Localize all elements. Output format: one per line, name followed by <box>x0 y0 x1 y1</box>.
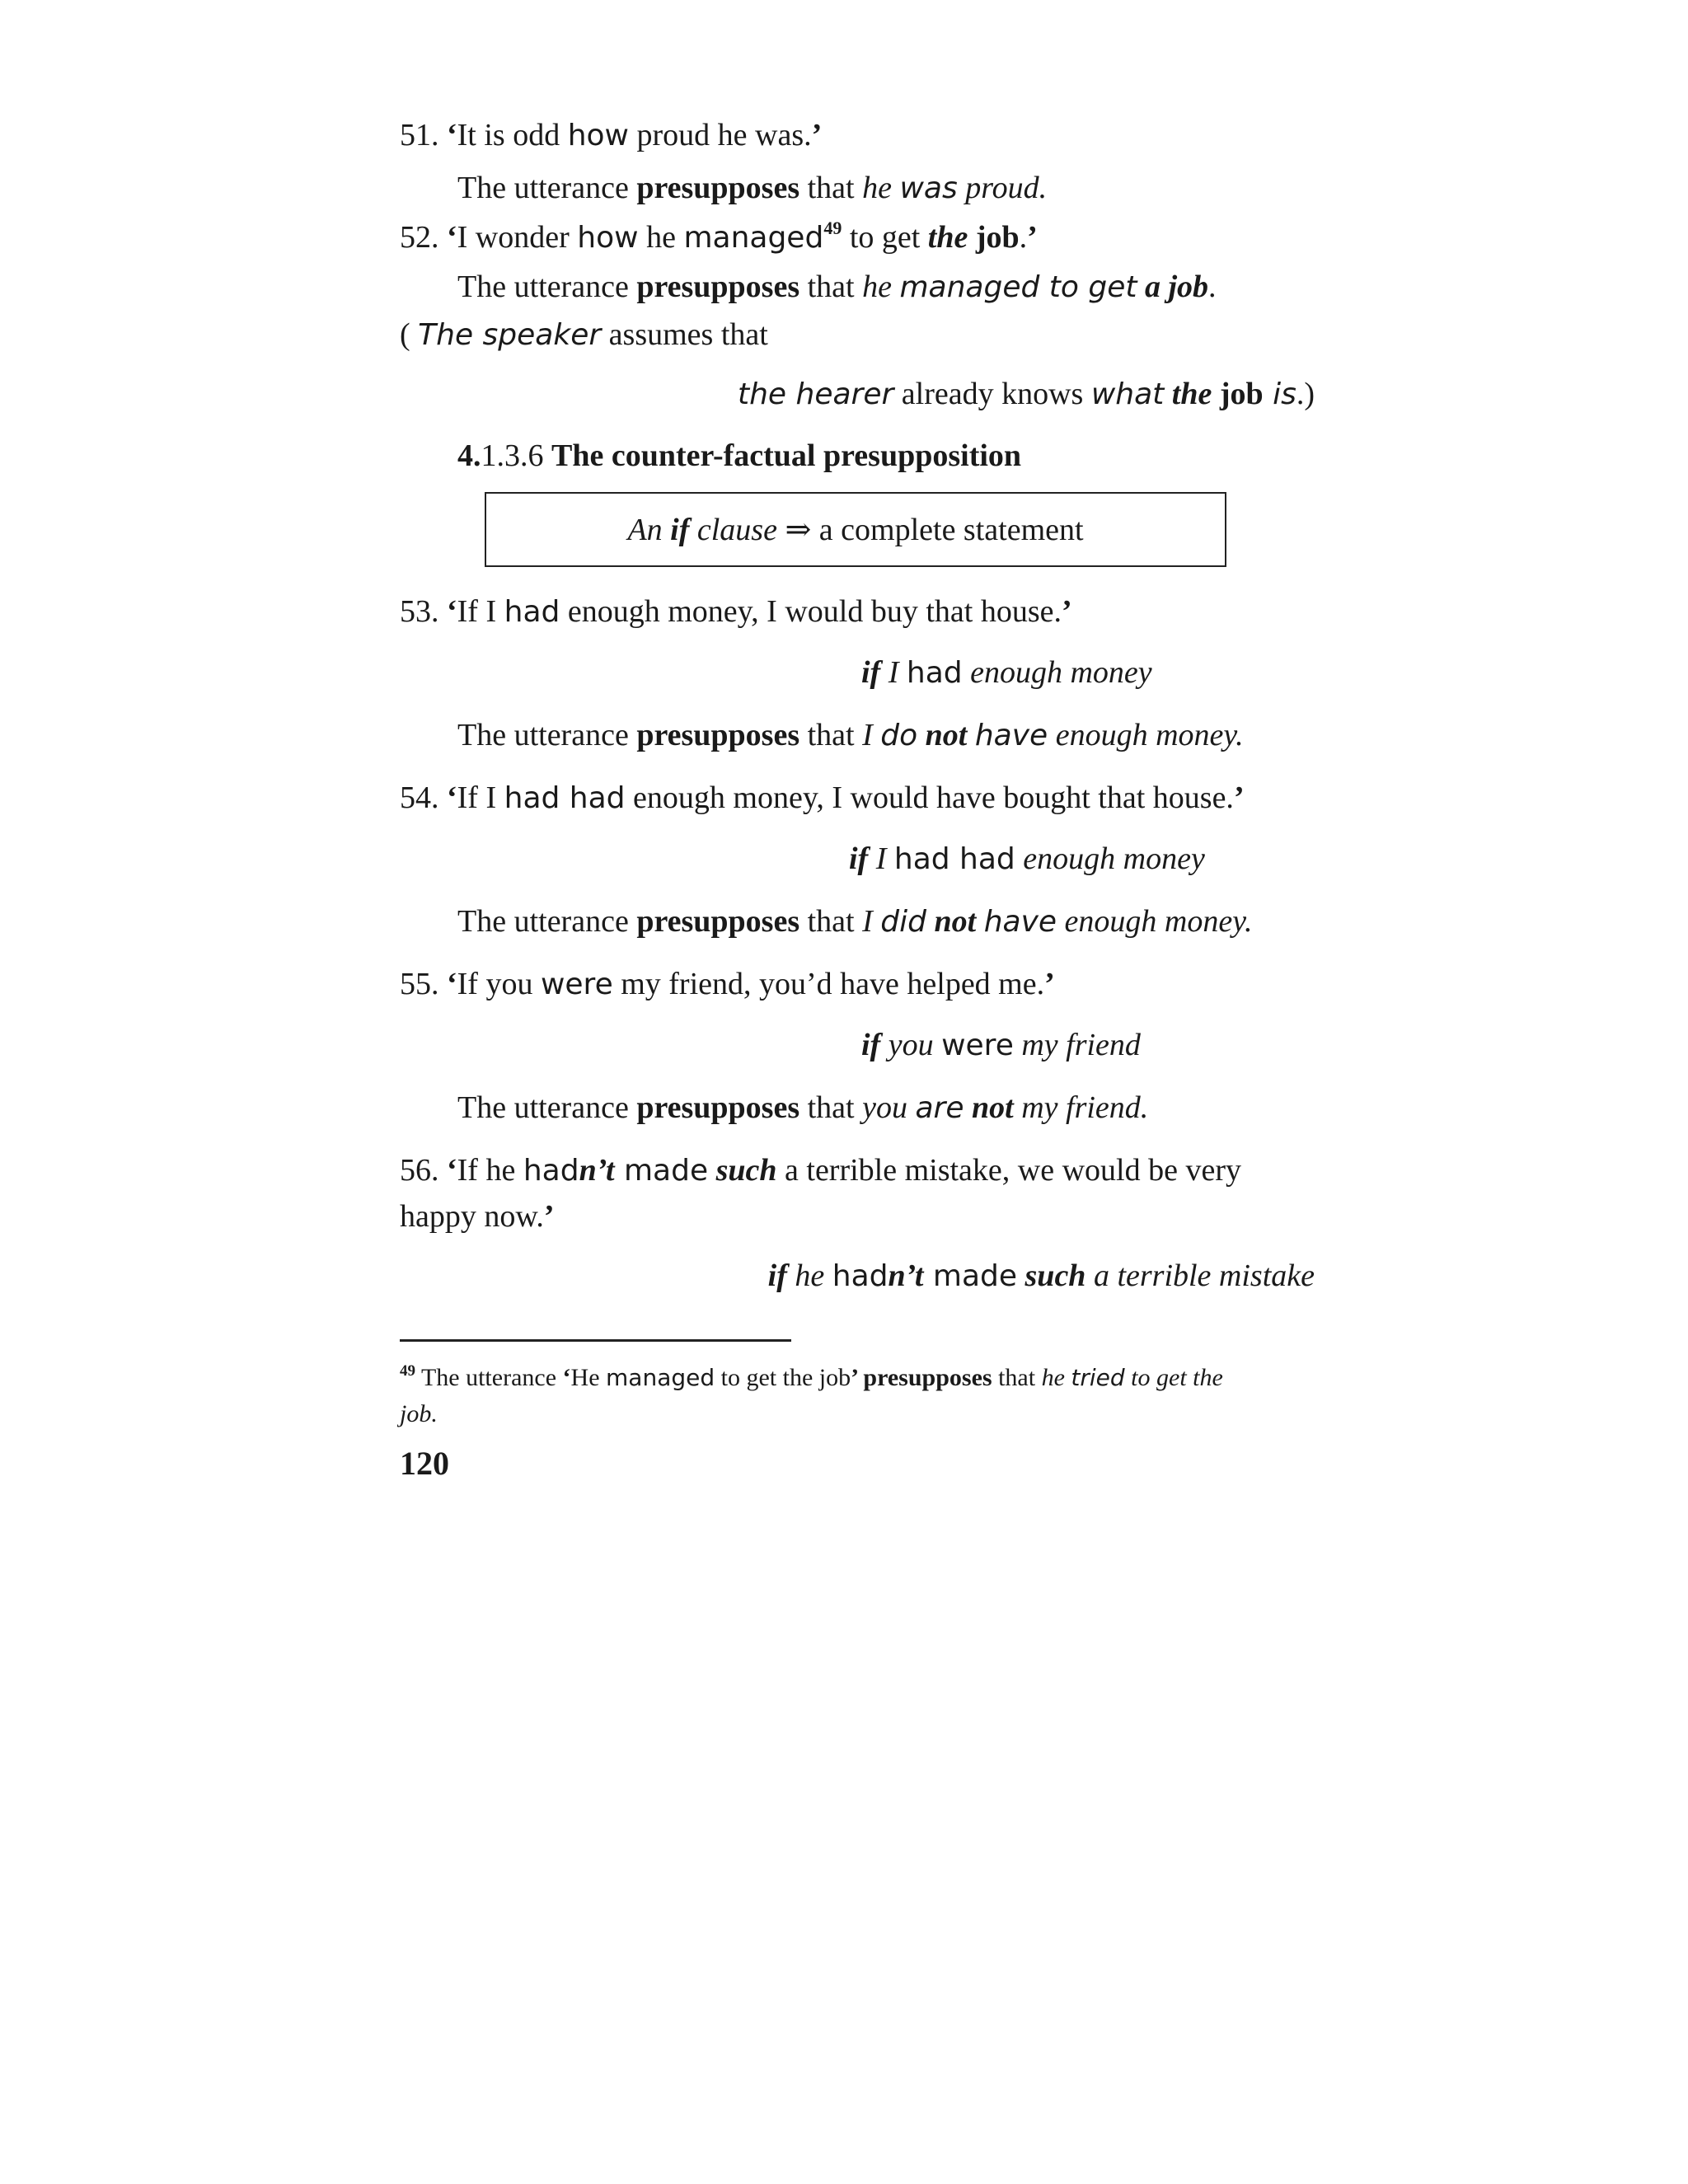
emphasis: not <box>917 718 975 752</box>
clause-53 <box>861 651 1438 695</box>
text: If I <box>457 780 504 815</box>
emphasis: had <box>523 1154 579 1188</box>
emphasis: such <box>708 1153 777 1188</box>
footnote-ref[interactable]: 49 <box>823 218 842 238</box>
quote-open: ‘ <box>447 220 457 255</box>
keyword: job <box>1212 377 1264 411</box>
emphasis: if <box>861 655 881 690</box>
footnote-divider <box>400 1339 791 1342</box>
text: The utterance <box>415 1364 563 1391</box>
emphasis: were <box>540 968 613 1001</box>
text: enough money. <box>1048 718 1244 752</box>
text: If he <box>457 1153 523 1188</box>
emphasis: did <box>880 905 926 939</box>
emphasis: n’t <box>579 1153 615 1188</box>
text: that <box>992 1364 1042 1391</box>
example-55 <box>400 963 1315 1006</box>
emphasis: the hearer <box>737 377 894 411</box>
quote-close: ’ <box>811 118 823 152</box>
emphasis: job <box>1168 269 1209 304</box>
text: he <box>862 269 900 304</box>
text: happy now. <box>400 1199 544 1234</box>
clause-55 <box>861 1024 1438 1067</box>
presupposition-54 <box>457 900 1315 944</box>
text: a terrible mistake, we would be very <box>776 1153 1241 1188</box>
emphasis: had <box>906 656 963 690</box>
text: .) <box>1296 377 1315 411</box>
arrow-icon: ⇒ <box>776 513 819 547</box>
presupposition-51 <box>457 166 1315 210</box>
text: I <box>862 904 881 939</box>
emphasis: if <box>849 841 869 876</box>
quote-open: ‘ <box>447 1153 457 1188</box>
emphasis: had <box>832 1259 889 1293</box>
keyword: presupposes <box>636 904 800 939</box>
emphasis: how <box>567 119 630 152</box>
text: he <box>638 220 684 255</box>
emphasis: how <box>577 221 639 255</box>
text: a terrible mistake <box>1085 1258 1315 1293</box>
emphasis: made <box>614 1154 709 1188</box>
emphasis: managed to get <box>899 270 1137 304</box>
example-54 <box>400 776 1315 820</box>
text: my friend. <box>1013 1090 1149 1125</box>
emphasis: had had <box>504 781 626 815</box>
emphasis: had had <box>893 842 1015 876</box>
section-heading <box>457 434 1315 477</box>
text: If you <box>457 967 541 1001</box>
example-number: 56. <box>400 1153 439 1188</box>
keyword: presupposes <box>636 718 800 752</box>
text: proud he was. <box>629 118 812 152</box>
text: ( <box>400 317 419 352</box>
speaker-assumption <box>400 313 1315 357</box>
text: enough money, I would have bought that house. <box>625 780 1234 815</box>
quote-close: ’ <box>1044 967 1055 1001</box>
section-number: 4. <box>457 438 481 473</box>
keyword: job <box>968 220 1020 255</box>
emphasis: is <box>1263 377 1296 411</box>
emphasis: if <box>767 1258 787 1293</box>
text: my friend, you’d have helped me. <box>612 967 1045 1001</box>
emphasis: the <box>1164 377 1212 411</box>
text: It is odd <box>457 118 568 152</box>
example-56-continued <box>400 1195 1315 1238</box>
emphasis: made <box>923 1259 1018 1293</box>
text: that <box>799 269 863 304</box>
text: An <box>627 513 671 547</box>
emphasis: such <box>1017 1258 1086 1293</box>
example-number: 53. <box>400 594 439 629</box>
emphasis: managed <box>606 1364 715 1391</box>
example-51 <box>400 114 1315 157</box>
example-56 <box>400 1149 1315 1193</box>
clause-56 <box>400 1254 1315 1298</box>
emphasis: what <box>1090 377 1165 411</box>
example-number: 51. <box>400 118 439 152</box>
quote-open: ‘ <box>447 967 457 1001</box>
emphasis: not <box>964 1090 1014 1125</box>
emphasis: are <box>915 1091 964 1125</box>
example-53 <box>400 590 1315 634</box>
text: clause <box>689 513 777 547</box>
example-52 <box>400 216 1315 260</box>
emphasis: were <box>941 1029 1014 1062</box>
text: to get the job <box>715 1364 851 1391</box>
text: to get <box>842 220 928 255</box>
text: that <box>799 171 863 205</box>
emphasis: not <box>926 904 984 939</box>
text: enough money, I would buy that house. <box>560 594 1062 629</box>
text: that <box>799 1090 863 1125</box>
emphasis: do <box>880 719 918 752</box>
text: If I <box>457 594 504 629</box>
text: job. <box>400 1400 438 1427</box>
quote-close: ’ <box>1027 220 1038 255</box>
example-number: 52. <box>400 220 439 255</box>
footnote <box>400 1360 1315 1396</box>
example-number: 54. <box>400 780 439 815</box>
text: The utterance <box>457 718 637 752</box>
presupposition-53 <box>457 714 1315 757</box>
rule-box <box>485 492 1226 567</box>
text: The utterance <box>457 171 637 205</box>
text: I <box>862 718 881 752</box>
text: a complete statement <box>818 513 1084 547</box>
clause-54 <box>849 837 1426 881</box>
text: . <box>1208 269 1217 304</box>
section-title: The counter-factual presupposition <box>551 438 1022 473</box>
emphasis: managed <box>683 221 824 255</box>
emphasis: tried <box>1071 1364 1125 1391</box>
text: my friend <box>1013 1028 1141 1062</box>
text: He <box>570 1364 607 1391</box>
keyword: presupposes <box>636 269 800 304</box>
text: already knows <box>893 377 1091 411</box>
quote-open: ‘ <box>447 780 457 815</box>
emphasis: have <box>974 719 1048 752</box>
text: that <box>799 718 863 752</box>
keyword: presupposes <box>636 1090 800 1125</box>
presupposition-55 <box>457 1086 1315 1130</box>
text: . <box>1019 220 1028 255</box>
text: he <box>1041 1364 1071 1391</box>
emphasis: n’t <box>888 1258 924 1293</box>
keyword: presupposes <box>856 1364 992 1391</box>
presupposition-52 <box>457 265 1315 309</box>
text: proud. <box>957 171 1048 205</box>
text: you <box>880 1028 942 1062</box>
emphasis: if <box>670 513 690 547</box>
example-number: 55. <box>400 967 439 1001</box>
text: I wonder <box>457 220 578 255</box>
text: he <box>786 1258 832 1293</box>
emphasis: a <box>1137 269 1169 304</box>
quote-open: ‘ <box>562 1364 571 1391</box>
text: The utterance <box>457 269 637 304</box>
emphasis: was <box>899 171 958 205</box>
keyword: presupposes <box>636 171 800 205</box>
text: that <box>799 904 863 939</box>
text: he <box>862 171 900 205</box>
footnote-number: 49 <box>400 1362 415 1380</box>
section-number: 1.3.6 <box>481 438 551 473</box>
text: you <box>862 1090 916 1125</box>
quote-open: ‘ <box>447 594 457 629</box>
text: enough money <box>1015 841 1205 876</box>
emphasis: The speaker <box>418 318 602 352</box>
footnote-continued <box>400 1396 1315 1432</box>
quote-close: ’ <box>851 1364 857 1391</box>
quote-close: ’ <box>1233 780 1245 815</box>
emphasis: the <box>927 220 968 255</box>
text: to get the <box>1124 1364 1223 1391</box>
text: enough money. <box>1057 904 1253 939</box>
quote-close: ’ <box>1061 594 1072 629</box>
text: enough money <box>962 655 1152 690</box>
text: assumes that <box>601 317 768 352</box>
emphasis: have <box>983 905 1057 939</box>
quote-open: ‘ <box>447 118 457 152</box>
quote-close: ’ <box>543 1199 555 1234</box>
emphasis: had <box>504 595 560 629</box>
emphasis: if <box>861 1028 881 1062</box>
page-number: 120 <box>400 1445 449 1482</box>
text: The utterance <box>457 1090 637 1125</box>
text: I <box>868 841 894 876</box>
text: I <box>880 655 907 690</box>
hearer-knowledge <box>400 373 1315 416</box>
text: The utterance <box>457 904 637 939</box>
